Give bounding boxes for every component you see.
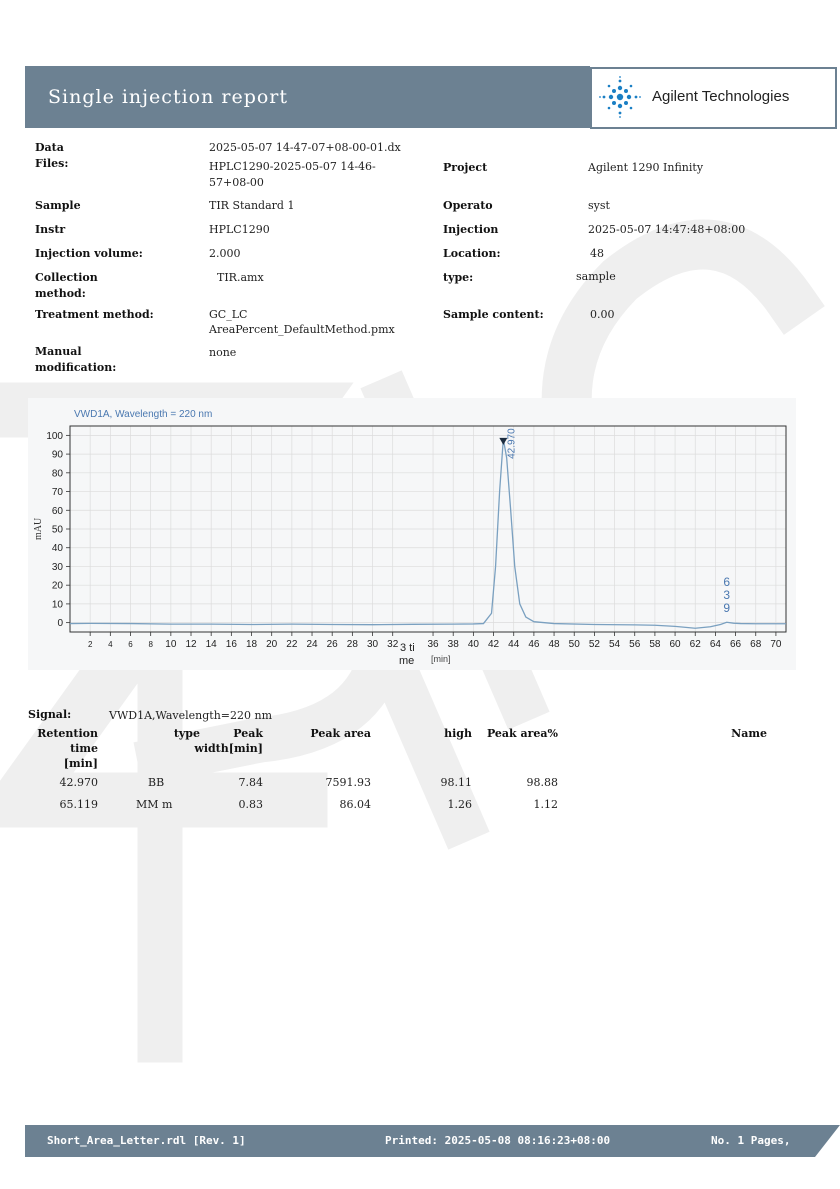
col-header-peak-area-pct: Peak area% [486, 727, 558, 740]
y-tick-label: 10 [51, 599, 63, 611]
type-label: type: [443, 271, 474, 284]
x-tick-label: 28 [346, 639, 358, 650]
y-tick-label: 50 [51, 524, 63, 536]
x-tick-label: 32 [387, 639, 399, 650]
x-tick-label: 44 [508, 639, 520, 650]
manual-mod-value: none [209, 346, 237, 359]
x-tick-label: 4 [108, 640, 113, 649]
y-tick-label: 30 [51, 561, 63, 573]
x-tick-label: 40 [467, 639, 479, 650]
x-tick-label: 24 [306, 639, 318, 650]
brand-name: Agilent Technologies [652, 88, 790, 105]
files-value-line1: HPLC1290-2025-05-07 14-46- [209, 160, 376, 173]
collection-label-line2: method: [35, 287, 86, 300]
cell-peak-area-pct: 1.12 [533, 798, 558, 811]
project-value: Agilent 1290 Infinity [588, 161, 704, 174]
files-value-line2: 57+08-00 [209, 176, 264, 189]
page-title: Single injection report [48, 86, 289, 108]
col-header-retention-line3: [min] [63, 757, 98, 770]
cell-high: 98.11 [440, 776, 472, 789]
signal-value: VWD1A,Wavelength=220 nm [109, 709, 273, 722]
injection-label: Injection [443, 223, 499, 236]
cell-retention-time: 65.119 [59, 798, 98, 811]
x-tick-label: 30 [366, 639, 379, 650]
instr-value: HPLC1290 [209, 223, 270, 236]
treatment-method-label: Treatment method: [35, 308, 154, 321]
chromatogram-chart [28, 398, 796, 670]
project-label: Project [443, 161, 488, 174]
x-tick-label: 20 [266, 639, 278, 650]
y-tick-label: 0 [57, 618, 63, 630]
col-header-peak-width-line1: Peak [233, 727, 263, 740]
cell-peak-area: 7591.93 [325, 776, 371, 789]
x-tick-label: 18 [245, 639, 258, 650]
col-header-high: high [444, 727, 472, 740]
location-value: 48 [590, 247, 604, 260]
y-tick-label: 40 [51, 543, 63, 555]
x-tick-label: 58 [649, 639, 661, 650]
x-tick-label: 62 [689, 639, 701, 650]
footer-bar-tail [795, 1125, 840, 1157]
col-header-peak-width-line2: width[min] [194, 742, 263, 755]
location-label: Location: [443, 247, 501, 260]
collection-value: TIR.amx [217, 271, 264, 284]
col-header-type: type [173, 727, 200, 740]
sample-label: Sample [35, 199, 81, 212]
x-tick-label: 8 [148, 640, 153, 649]
x-axis-label-part2: me [399, 655, 415, 667]
y-axis-label: mAU [33, 517, 44, 540]
col-header-retention [30, 726, 98, 771]
y-tick-label: 20 [51, 580, 63, 592]
y-tick-label: 100 [46, 430, 63, 442]
y-tick-label: 60 [51, 505, 63, 517]
x-tick-label: 42 [487, 639, 500, 650]
sample-content-label: Sample content: [443, 308, 544, 321]
peak-label: 3 [723, 588, 731, 602]
cell-peak-width: 7.84 [238, 776, 263, 789]
sample-value: TIR Standard 1 [209, 199, 295, 212]
cell-peak-area-pct: 98.88 [526, 776, 558, 789]
x-tick-label: 6 [128, 640, 133, 649]
manual-mod-label-line2: modification: [35, 361, 117, 374]
operato-label: Operato [443, 199, 493, 212]
x-tick-label: 10 [165, 639, 177, 650]
x-tick-label: 52 [588, 639, 600, 650]
x-tick-label: 54 [609, 639, 621, 650]
x-tick-label: 14 [205, 639, 217, 650]
cell-type: MM m [136, 798, 173, 811]
files-label: Files: [35, 157, 69, 170]
y-tick-label: 80 [51, 468, 63, 480]
y-tick-label: 70 [51, 487, 63, 499]
injection-volume-value: 2.000 [209, 247, 241, 260]
injection-value: 2025-05-07 14:47:48+08:00 [588, 223, 746, 236]
x-tick-label: 22 [286, 639, 298, 650]
cell-peak-width: 0.83 [238, 798, 263, 811]
footer-report-file: Short_Area_Letter.rdl [Rev. 1] [47, 1134, 246, 1147]
x-tick-label: 56 [629, 639, 641, 650]
treatment-method-line2: AreaPercent_DefaultMethod.pmx [209, 323, 395, 336]
chart-background [28, 398, 796, 670]
injection-volume-label: Injection volume: [35, 247, 143, 260]
instr-label: Instr [35, 223, 66, 236]
col-header-name: Name [731, 727, 767, 740]
col-header-peak-area: Peak area [310, 727, 371, 740]
col-header-peak-width [190, 726, 263, 756]
x-tick-label: 36 [427, 639, 439, 650]
x-axis-label-unit: [min] [431, 654, 451, 664]
cell-type: BB [148, 776, 165, 789]
agilent-spark-icon [597, 75, 643, 119]
footer-printed: Printed: 2025-05-08 08:16:23+08:00 [385, 1134, 611, 1147]
x-axis-label-part1: 3 ti [400, 642, 415, 654]
data-label: Data [35, 141, 64, 154]
x-tick-label: 66 [730, 639, 742, 650]
data-value: 2025-05-07 14-47-07+08-00-01.dx [209, 141, 401, 154]
x-tick-label: 46 [528, 639, 540, 650]
peak-label: 9 [723, 601, 731, 615]
collection-label-line1: Collection [35, 271, 98, 284]
col-header-retention-line1: Retention [37, 727, 98, 740]
x-tick-label: 50 [568, 639, 580, 650]
x-tick-label: 64 [709, 639, 721, 650]
treatment-method-line1: GC_LC [209, 308, 248, 321]
x-tick-label: 38 [447, 639, 459, 650]
cell-retention-time: 42.970 [59, 776, 98, 789]
cell-high: 1.26 [447, 798, 472, 811]
manual-mod-label-line1: Manual [35, 345, 82, 358]
x-tick-label: 60 [669, 639, 681, 650]
x-tick-label: 16 [225, 639, 237, 650]
col-header-retention-line2: time [70, 742, 98, 755]
x-tick-label: 2 [87, 640, 93, 649]
cell-peak-area: 86.04 [339, 798, 371, 811]
type-value: sample [576, 270, 616, 283]
footer-pages: No. 1 Pages, [711, 1134, 791, 1147]
signal-label: Signal: [28, 708, 72, 721]
x-tick-label: 48 [548, 639, 560, 650]
x-tick-label: 70 [770, 639, 782, 650]
operato-value: syst [588, 199, 610, 212]
y-tick-label: 90 [51, 449, 63, 461]
peak-label: 6 [723, 575, 731, 589]
sample-content-value: 0.00 [590, 308, 615, 321]
x-tick-label: 26 [326, 639, 338, 650]
x-tick-label: 12 [185, 639, 197, 650]
peak-label: 42.970 [506, 428, 518, 459]
chart-title: VWD1A, Wavelength = 220 nm [74, 409, 213, 420]
x-tick-label: 68 [750, 639, 762, 650]
